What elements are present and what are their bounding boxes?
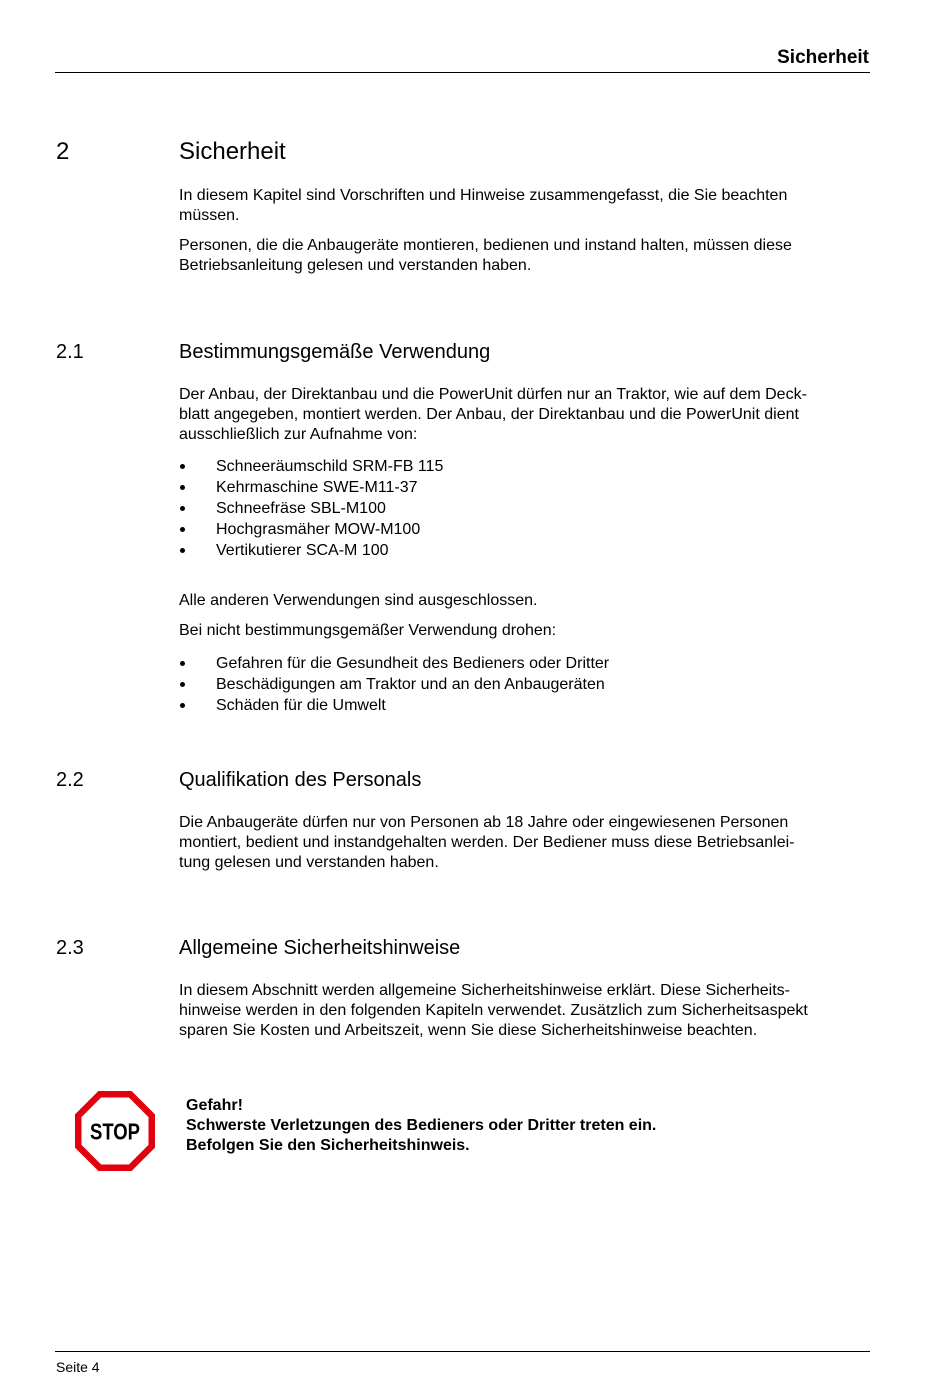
bullet-icon [180,548,185,553]
list-item [179,653,609,674]
danger-notice-text [186,1096,656,1156]
section-2-3-title: Allgemeine Sicherheitshinweise [179,937,461,959]
stop-sign-icon [75,1091,155,1171]
list-item-label: Beschädigungen am Traktor und an den Anbaugeräten [216,676,605,693]
text-line: Der Anbau, der Direktanbau und die PowerUnit dürfen nur an Traktor, wie auf dem Deck- [179,386,807,403]
section-2-1-number: 2.1 [56,341,84,363]
section-2-paragraph-2 [179,236,869,276]
list-item [179,456,443,477]
section-2-number: 2 [56,138,70,165]
list-item-label: Vertikutierer SCA-M 100 [216,542,389,559]
bullet-icon [180,703,185,708]
footer-divider [55,1351,870,1352]
text-line: In diesem Abschnitt werden allgemeine Sicherheitshinweise erklärt. Diese Sicherheits- [179,982,790,999]
bullet-icon [180,682,185,687]
text-line: ausschließlich zur Aufnahme von: [179,426,418,443]
risk-list [179,653,609,716]
section-2-1-intro [179,385,869,445]
danger-line: Schwerste Verletzungen des Bedieners oder Dritter treten ein. [186,1117,657,1134]
section-2-2-paragraph [179,813,869,873]
text-line: In diesem Kapitel sind Vorschriften und Hinweise zusammengefasst, die Sie beachten [179,187,788,204]
text-line: müssen. [179,207,240,224]
text-line: Betriebsanleitung gelesen und verstanden haben. [179,257,532,274]
section-2-1-excluded: Alle anderen Verwendungen sind ausgeschlossen. [179,592,538,609]
stop-sign-label: STOP [90,1118,140,1145]
bullet-icon [180,661,185,666]
list-item-label: Schneeräumschild SRM-FB 115 [216,458,444,475]
page-number: Seite 4 [56,1359,100,1375]
section-2-2-number: 2.2 [56,769,84,791]
danger-heading: Gefahr! [186,1097,243,1114]
text-line: Personen, die die Anbaugeräte montieren, bedienen und instand halten, müssen diese [179,237,792,254]
list-item-label: Schneefräse SBL-M100 [216,500,386,517]
list-item-label: Schäden für die Umwelt [216,697,386,714]
text-line: montiert, bedient und instandgehalten werden. Der Bediener muss diese Betriebsanlei- [179,834,795,851]
list-item [179,540,443,561]
section-2-title: Sicherheit [179,138,286,165]
text-line: blatt angegeben, montiert werden. Der Anbau, der Direktanbau und die PowerUnit dient [179,406,799,423]
list-item [179,498,443,519]
list-item [179,695,609,716]
list-item [179,477,443,498]
section-2-3-number: 2.3 [56,937,84,959]
section-2-2-title: Qualifikation des Personals [179,769,422,791]
section-2-paragraph-1 [179,186,869,226]
section-2-1-risks-intro: Bei nicht bestimmungsgemäßer Verwendung drohen: [179,622,557,639]
header-divider [55,72,870,73]
text-line: hinweise werden in den folgenden Kapiteln verwendet. Zusätzlich zum Sicherheitsaspekt [179,1002,808,1019]
list-item-label: Hochgrasmäher MOW-M100 [216,521,421,538]
list-item-label: Gefahren für die Gesundheit des Bedieners oder Dritter [216,655,610,672]
text-line: sparen Sie Kosten und Arbeitszeit, wenn Sie diese Sicherheitshinweise beachten. [179,1022,758,1039]
list-item [179,674,609,695]
header-title: Sicherheit [777,47,869,68]
device-list [179,456,443,561]
bullet-icon [180,485,185,490]
bullet-icon [180,527,185,532]
section-2-3-paragraph [179,981,869,1041]
list-item [179,519,443,540]
text-line: tung gelesen und verstanden haben. [179,854,439,871]
text-line: Die Anbaugeräte dürfen nur von Personen ab 18 Jahre oder eingewiesenen Personen [179,814,789,831]
bullet-icon [180,506,185,511]
bullet-icon [180,464,185,469]
section-2-1-title: Bestimmungsgemäße Verwendung [179,341,491,363]
list-item-label: Kehrmaschine SWE-M11-37 [216,479,418,496]
danger-line: Befolgen Sie den Sicherheitshinweis. [186,1137,470,1154]
